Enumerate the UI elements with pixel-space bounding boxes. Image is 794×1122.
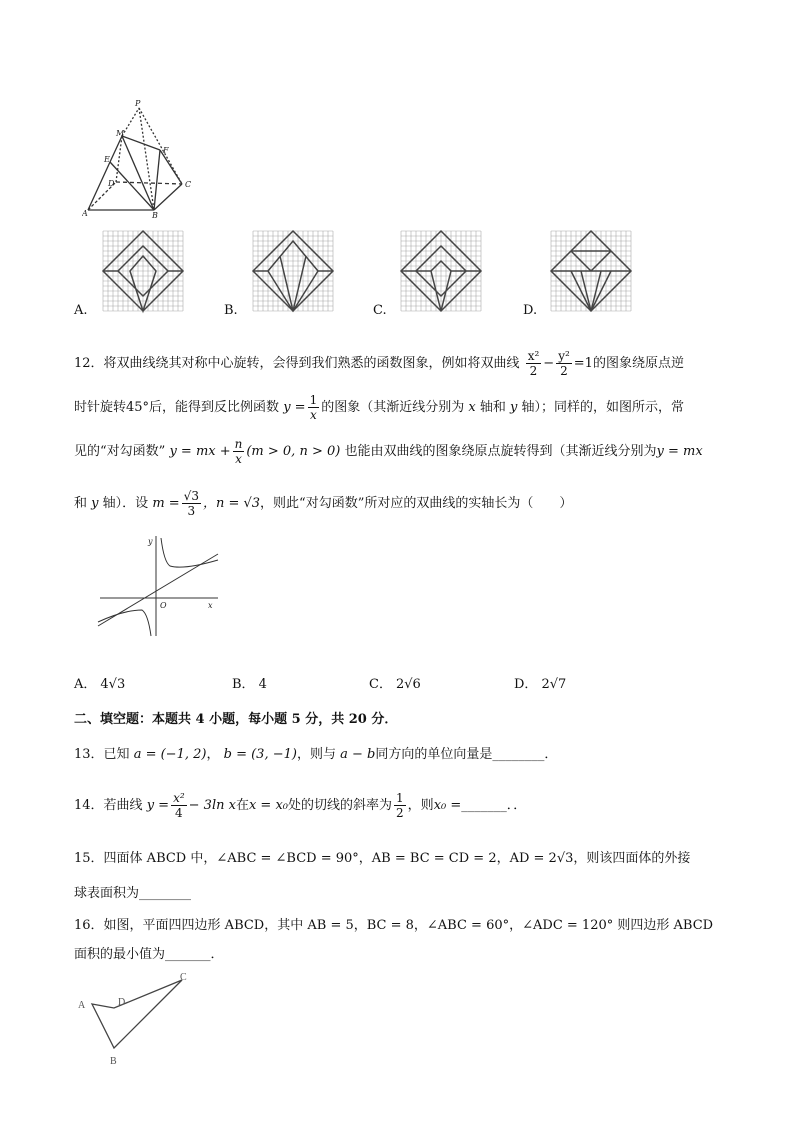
option-b-q11[interactable]: B. [224,303,238,318]
q12-eq1-frac-a: $\frac{\text{x²}}{2}$ [527,349,540,378]
q14-cond: x = x₀ [248,798,289,813]
q12-line-4 [74,484,572,524]
q12-line-1 [74,344,684,384]
grid-view-option-a [100,228,186,314]
q14-line: 14．若曲线 y = $\frac{\text{x²}}{4}$ − 3ln x在x = x₀处的切线的斜率为 $\frac{1}{2}$ ，则x₀ =_______．． [74,791,527,820]
q15-line-2[interactable]: 球表面积为________ [74,886,192,901]
q12-eq3a: y = mx + [169,444,231,459]
q16-line-1: 16．如图，平面四四边形 ABCD，其中 AB = 5，BC = 8，∠ABC = 60°，∠ADC = 120° 则四边形 ABCD [74,918,714,933]
q12-text-4a: 和 [74,496,88,511]
pyramid-label-e: E [104,155,110,164]
q12-text-4b: 轴）．设 [102,496,149,511]
q14-slope-frac: $\frac{1}{2}$ [396,791,404,820]
q12-eq1-frac-b: $\frac{\text{y²}}{2}$ [558,349,570,378]
pyramid-label-f: F [163,146,169,155]
q16-label-b: B [110,1056,117,1067]
q12-y-axis: y [510,400,518,415]
q16-label-a: A [78,1000,86,1011]
q12-eq3-frac: $\frac{n}{x}$ [234,437,243,466]
q12-x-axis: x [468,400,476,415]
q12-text-3b: 也能由双曲线的图象绕原点旋转得到（其渐近线分别为 [344,444,657,459]
q12-eq1-rhs: =1 [573,356,593,371]
q12-n-eq: ，n = √3 [202,496,261,511]
q12-m-eq: m = [152,496,180,511]
option-d-q11[interactable]: D. [523,303,538,318]
pyramid-label-c: C [185,180,192,189]
q12-text-2c: 轴和 [479,400,506,415]
q12-text-1: 将双曲线绕其对称中心旋转，会得到我们熟悉的函数图象，例如将双曲线 [103,356,520,371]
q12-eq1-minus: − [543,356,555,371]
pyramid-figure [82,98,202,220]
pyramid-label-a: A [82,209,88,218]
q12-eq3b: (m > 0, n > 0) [246,444,341,459]
q16-line-2[interactable]: 面积的最小值为_______． [74,947,224,962]
q12-line-2 [74,388,684,428]
section-2-heading: 二、填空题：本题共 4 小题，每小题 5 分，共 20 分． [74,712,398,727]
q12-line-3 [74,432,703,472]
q12-option-b[interactable]: B． 4 [232,677,267,692]
q14-x0: x₀ = [433,798,462,813]
q12-eq3c: y = mx [656,444,703,459]
q14-eq-rest: − 3ln x [188,798,236,813]
option-a-q11[interactable]: A. [74,303,88,318]
grid-view-option-d [548,228,634,314]
q13-diff: a − b [340,747,376,762]
q12-graph-x-label: x [208,601,213,610]
q12-graph-o-label: O [160,601,167,610]
q12-graph [94,534,224,638]
q16-label-d: D [118,997,126,1008]
pyramid-label-m: M [116,129,125,138]
pyramid-label-b: B [152,211,158,220]
q14-blank[interactable]: _______．． [461,798,527,813]
q12-text-2d: 轴）；同样的，如图所示，常 [521,400,685,415]
q13-line: 13．已知 a = (−1, 2)， b = (3, −1)，则与 a − b同方向的单位向量是________． [74,747,558,762]
q13-vector-a: a = (−1, 2) [133,747,207,762]
option-c-q11[interactable]: C. [373,303,387,318]
q12-option-d[interactable]: D． 2√7 [514,677,567,692]
pyramid-label-p: P [135,99,141,108]
pyramid-label-d: D [108,179,115,188]
q13-vector-b: b = (3, −1) [223,747,297,762]
q12-eq2-frac: $\frac{1}{x}$ [309,393,318,422]
q12-m-frac: $\frac{√3}{3}$ [183,489,199,518]
grid-view-option-c [398,228,484,314]
q12-text-4c: ，则此“对勾函数”所对应的双曲线的实轴长为（ ） [260,496,573,511]
q12-text-2b: 的图象（其渐近线分别为 [321,400,465,415]
q16-quadrilateral-figure [76,968,196,1070]
q12-text-3a: 见的“对勾函数” [74,444,166,459]
q12-graph-y-label: y [148,537,153,546]
q12-option-c[interactable]: C． 2√6 [369,677,421,692]
q15-line-1: 15．四面体 ABCD 中，∠ABC = ∠BCD = 90°，AB = BC = CD = 2，AD = 2√3，则该四面体的外接 [74,851,691,866]
q16-label-c: C [180,972,187,983]
q12-y-axis-2: y [91,496,99,511]
q12-option-a[interactable]: A． 4√3 [74,677,126,692]
q14-frac: $\frac{\text{x²}}{4}$ [173,791,185,820]
q13-blank[interactable]: 同方向的单位向量是________． [375,747,558,762]
grid-view-option-b [250,228,336,314]
q12-number: 12． [74,356,104,371]
q12-text-2a: 时针旋转45°后，能得到反比例函数 [74,400,280,415]
q14-eq-y: y = [146,798,170,813]
q12-eq2: y = [283,400,306,415]
q12-text-1-end: 的图象绕原点逆 [592,356,684,371]
